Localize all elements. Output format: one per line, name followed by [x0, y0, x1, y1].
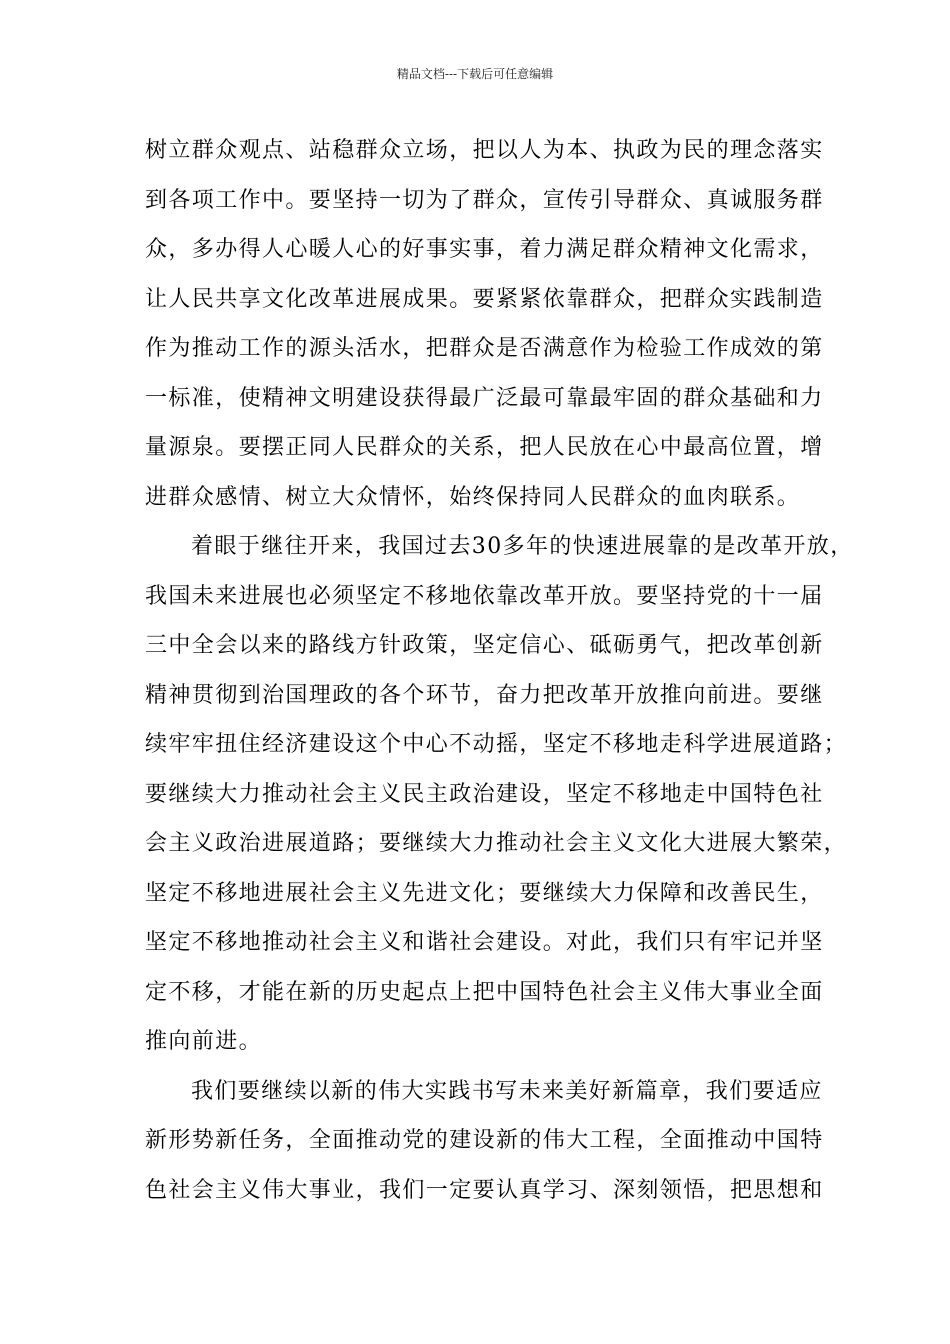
text-line: 我国未来进展也必须坚定不移地依靠改革开放。要坚持党的十一届 — [145, 583, 824, 609]
paragraph-1 — [145, 126, 824, 522]
document-body — [145, 126, 854, 1215]
text-line: 众，多办得人心暖人心的好事实事，着力满足群众精神文化需求， — [145, 237, 824, 262]
text-line: 坚定不移地进展社会主义先进文化；要继续大力保障和改善民生， — [145, 880, 824, 906]
text-line: 续牢牢扭住经济建设这个中心不动摇，坚定不移地走科学进展道路； — [145, 732, 848, 757]
text-line: 着眼于继往开来，我国过去30多年的快速进展靠的是改革开放， — [191, 534, 854, 559]
text-line: 作为推动工作的源头活水，把群众是否满意作为检验工作成效的第 — [145, 336, 824, 361]
text-line: 让人民共享文化改革进展成果。要紧紧依靠群众，把群众实践制造 — [145, 286, 824, 312]
text-line: 推向前进。 — [145, 1029, 263, 1054]
text-line: 坚定不移地推动社会主义和谐社会建设。对此，我们只有牢记并坚 — [145, 930, 824, 955]
text-line: 要继续大力推动社会主义民主政治建设，坚定不移地走中国特色社 — [145, 781, 824, 807]
text-line: 到各项工作中。要坚持一切为了群众，宣传引导群众、真诚服务群 — [145, 187, 824, 213]
text-line: 定不移，才能在新的历史起点上把中国特色社会主义伟大事业全面 — [145, 979, 824, 1005]
text-line: 量源泉。要摆正同人民群众的关系，把人民放在心中最高位置，增 — [145, 435, 824, 460]
text-line: 会主义政治进展道路；要继续大力推动社会主义文化大进展大繁荣， — [145, 831, 848, 856]
text-line: 树立群众观点、站稳群众立场，把以人为本、执政为民的理念落实 — [145, 138, 824, 163]
paragraph-3 — [145, 1067, 824, 1216]
text-line: 我们要继续以新的伟大实践书写未来美好新篇章，我们要适应 — [191, 1078, 823, 1104]
text-line: 精神贯彻到治国理政的各个环节，奋力把改革开放推向前进。要继 — [145, 682, 824, 708]
text-line: 进群众感情、树立大众情怀，始终保持同人民群众的血肉联系。 — [145, 484, 801, 510]
text-line: 新形势新任务，全面推动党的建设新的伟大工程，全面推动中国特 — [145, 1128, 824, 1153]
text-line: 色社会主义伟大事业，我们一定要认真学习、深刻领悟，把思想和 — [145, 1177, 824, 1203]
page-header: 精品文档---下载后可任意编辑 — [396, 67, 554, 81]
text-line: 一标准，使精神文明建设获得最广泛最可靠最牢固的群众基础和力 — [145, 385, 824, 411]
paragraph-2 — [145, 522, 854, 1067]
text-line: 三中全会以来的路线方针政策，坚定信心、砥砺勇气，把改革创新 — [145, 633, 824, 658]
